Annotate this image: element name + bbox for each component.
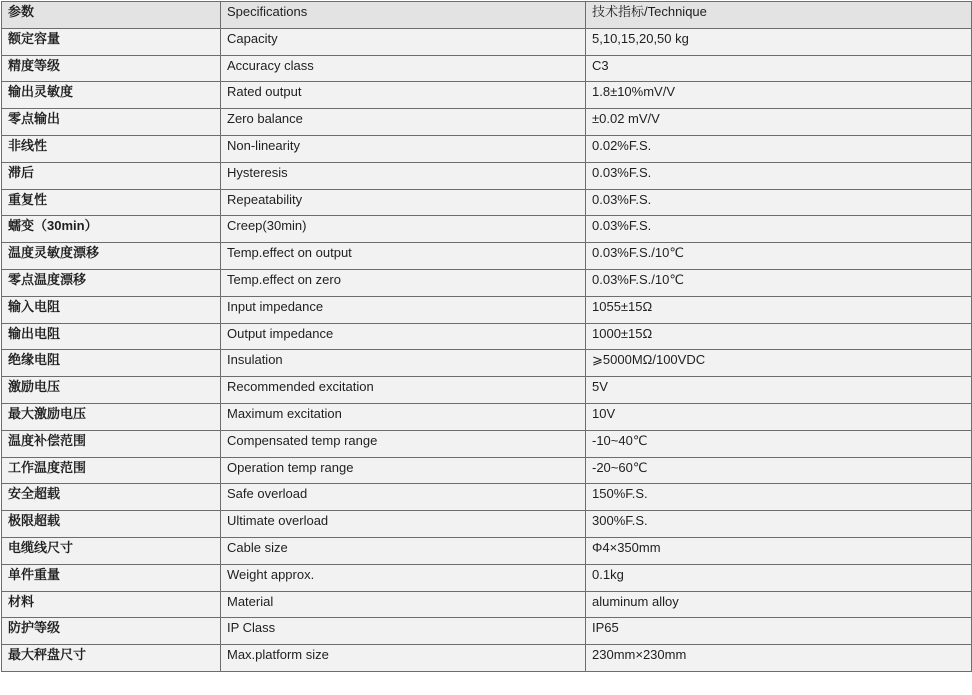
spec-cell: Cable size [221, 537, 586, 564]
table-row [2, 55, 972, 82]
spec-cell: Recommended excitation [221, 377, 586, 404]
param-cell: 工作温度范围 [2, 457, 221, 484]
table-row [2, 511, 972, 538]
param-cell: 输入电阻 [2, 296, 221, 323]
table-header-row [2, 2, 972, 29]
tech-cell: 0.03%F.S. [586, 162, 972, 189]
table-row [2, 430, 972, 457]
tech-cell: 5V [586, 377, 972, 404]
param-cell: 蠕变（30min） [2, 216, 221, 243]
param-cell: 电缆线尺寸 [2, 537, 221, 564]
param-cell: 零点温度漂移 [2, 269, 221, 296]
param-cell: 材料 [2, 591, 221, 618]
table-row [2, 377, 972, 404]
table-row [2, 216, 972, 243]
spec-cell: Zero balance [221, 109, 586, 136]
table-row [2, 243, 972, 270]
param-cell: 单件重量 [2, 564, 221, 591]
table-row [2, 537, 972, 564]
spec-cell: Operation temp range [221, 457, 586, 484]
tech-cell: C3 [586, 55, 972, 82]
param-cell: 重复性 [2, 189, 221, 216]
spec-cell: Temp.effect on zero [221, 269, 586, 296]
param-cell: 非线性 [2, 135, 221, 162]
param-cell: 防护等级 [2, 618, 221, 645]
spec-cell: Ultimate overload [221, 511, 586, 538]
param-cell: 精度等级 [2, 55, 221, 82]
spec-cell: Capacity [221, 28, 586, 55]
tech-cell: ±0.02 mV/V [586, 109, 972, 136]
spec-cell: Maximum excitation [221, 403, 586, 430]
tech-cell: Φ4×350mm [586, 537, 972, 564]
param-cell: 输出电阻 [2, 323, 221, 350]
param-cell: 最大秤盘尺寸 [2, 645, 221, 672]
tech-cell: -10~40℃ [586, 430, 972, 457]
tech-cell: 1000±15Ω [586, 323, 972, 350]
header-technique: 技术指标/Technique [586, 2, 972, 29]
table-row [2, 189, 972, 216]
table-row [2, 618, 972, 645]
tech-cell: 230mm×230mm [586, 645, 972, 672]
param-cell: 温度灵敏度漂移 [2, 243, 221, 270]
param-cell: 极限超载 [2, 511, 221, 538]
header-specifications: Specifications [221, 2, 586, 29]
table-row [2, 323, 972, 350]
tech-cell: IP65 [586, 618, 972, 645]
spec-cell: Material [221, 591, 586, 618]
tech-cell: ⩾5000MΩ/100VDC [586, 350, 972, 377]
table-row [2, 82, 972, 109]
tech-cell: 1055±15Ω [586, 296, 972, 323]
spec-cell: Creep(30min) [221, 216, 586, 243]
tech-cell: 300%F.S. [586, 511, 972, 538]
spec-cell: Non-linearity [221, 135, 586, 162]
spec-cell: Weight approx. [221, 564, 586, 591]
spec-cell: Input impedance [221, 296, 586, 323]
tech-cell: aluminum alloy [586, 591, 972, 618]
tech-cell: 0.03%F.S./10℃ [586, 243, 972, 270]
spec-cell: Max.platform size [221, 645, 586, 672]
table-row [2, 484, 972, 511]
table-row [2, 350, 972, 377]
param-cell: 安全超载 [2, 484, 221, 511]
tech-cell: 10V [586, 403, 972, 430]
param-cell: 最大激励电压 [2, 403, 221, 430]
param-cell: 额定容量 [2, 28, 221, 55]
table-row [2, 269, 972, 296]
spec-cell: Output impedance [221, 323, 586, 350]
spec-cell: Accuracy class [221, 55, 586, 82]
param-cell: 温度补偿范围 [2, 430, 221, 457]
tech-cell: 1.8±10%mV/V [586, 82, 972, 109]
spec-cell: Hysteresis [221, 162, 586, 189]
param-cell: 输出灵敏度 [2, 82, 221, 109]
spec-cell: Repeatability [221, 189, 586, 216]
specifications-table [1, 1, 972, 672]
table-row [2, 28, 972, 55]
table-row [2, 296, 972, 323]
tech-cell: 0.02%F.S. [586, 135, 972, 162]
spec-cell: Safe overload [221, 484, 586, 511]
param-cell: 滞后 [2, 162, 221, 189]
param-cell: 绝缘电阻 [2, 350, 221, 377]
header-param: 参数 [2, 2, 221, 29]
param-cell: 零点输出 [2, 109, 221, 136]
spec-cell: Temp.effect on output [221, 243, 586, 270]
table-row [2, 457, 972, 484]
tech-cell: 0.03%F.S. [586, 189, 972, 216]
tech-cell: 0.03%F.S./10℃ [586, 269, 972, 296]
tech-cell: 150%F.S. [586, 484, 972, 511]
table-row [2, 645, 972, 672]
table-row [2, 591, 972, 618]
table-row [2, 564, 972, 591]
spec-cell: Insulation [221, 350, 586, 377]
tech-cell: 5,10,15,20,50 kg [586, 28, 972, 55]
param-cell: 激励电压 [2, 377, 221, 404]
table-row [2, 109, 972, 136]
table-row [2, 403, 972, 430]
tech-cell: -20~60℃ [586, 457, 972, 484]
spec-cell: Rated output [221, 82, 586, 109]
table-row [2, 135, 972, 162]
spec-cell: Compensated temp range [221, 430, 586, 457]
spec-cell: IP Class [221, 618, 586, 645]
tech-cell: 0.03%F.S. [586, 216, 972, 243]
tech-cell: 0.1kg [586, 564, 972, 591]
table-row [2, 162, 972, 189]
